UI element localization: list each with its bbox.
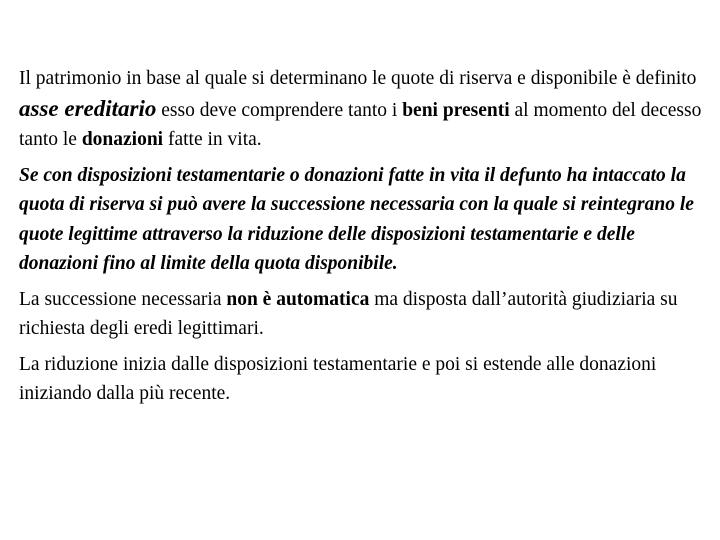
- slide-body: [19, 64, 703, 409]
- paragraph-non-automatica: [19, 285, 703, 344]
- text-segment: al momento del decesso tanto le: [19, 99, 702, 150]
- paragraph-successione-necessaria: [19, 161, 703, 279]
- text-segment: fatte in vita.: [163, 129, 262, 150]
- term-donazioni: donazioni: [81, 129, 164, 150]
- text-segment: ma disposta dall’autorità giudiziaria su richiesta degli eredi legittimari.: [19, 288, 678, 339]
- text-segment: Il patrimonio in base al quale si determinano le quote di riserva e disponibile è definito: [19, 68, 697, 89]
- term-beni-presenti: beni presenti: [402, 99, 510, 121]
- text-segment: La successione necessaria: [19, 288, 227, 310]
- text-segment: esso deve comprendere tanto i: [156, 99, 403, 121]
- term-non-automatica: non è automatica: [226, 288, 370, 310]
- paragraph-asse-ereditario: [19, 64, 703, 155]
- text-segment: La riduzione inizia dalle disposizioni testamentarie e poi si estende alle donazioni iniziando dalla più recente.: [19, 353, 657, 404]
- text-segment: Se con disposizioni testamentarie o donazioni fatte in vita il defunto ha intaccato la quota di riserva si può avere la successione necessaria con la quale si reintegrano le quote legittime attraverso la riduzione delle disposizioni testamentarie e delle donazioni fino al limite della quota disponibile.: [19, 164, 694, 274]
- paragraph-riduzione: [19, 350, 703, 409]
- term-asse-ereditario: asse ereditario: [19, 95, 157, 121]
